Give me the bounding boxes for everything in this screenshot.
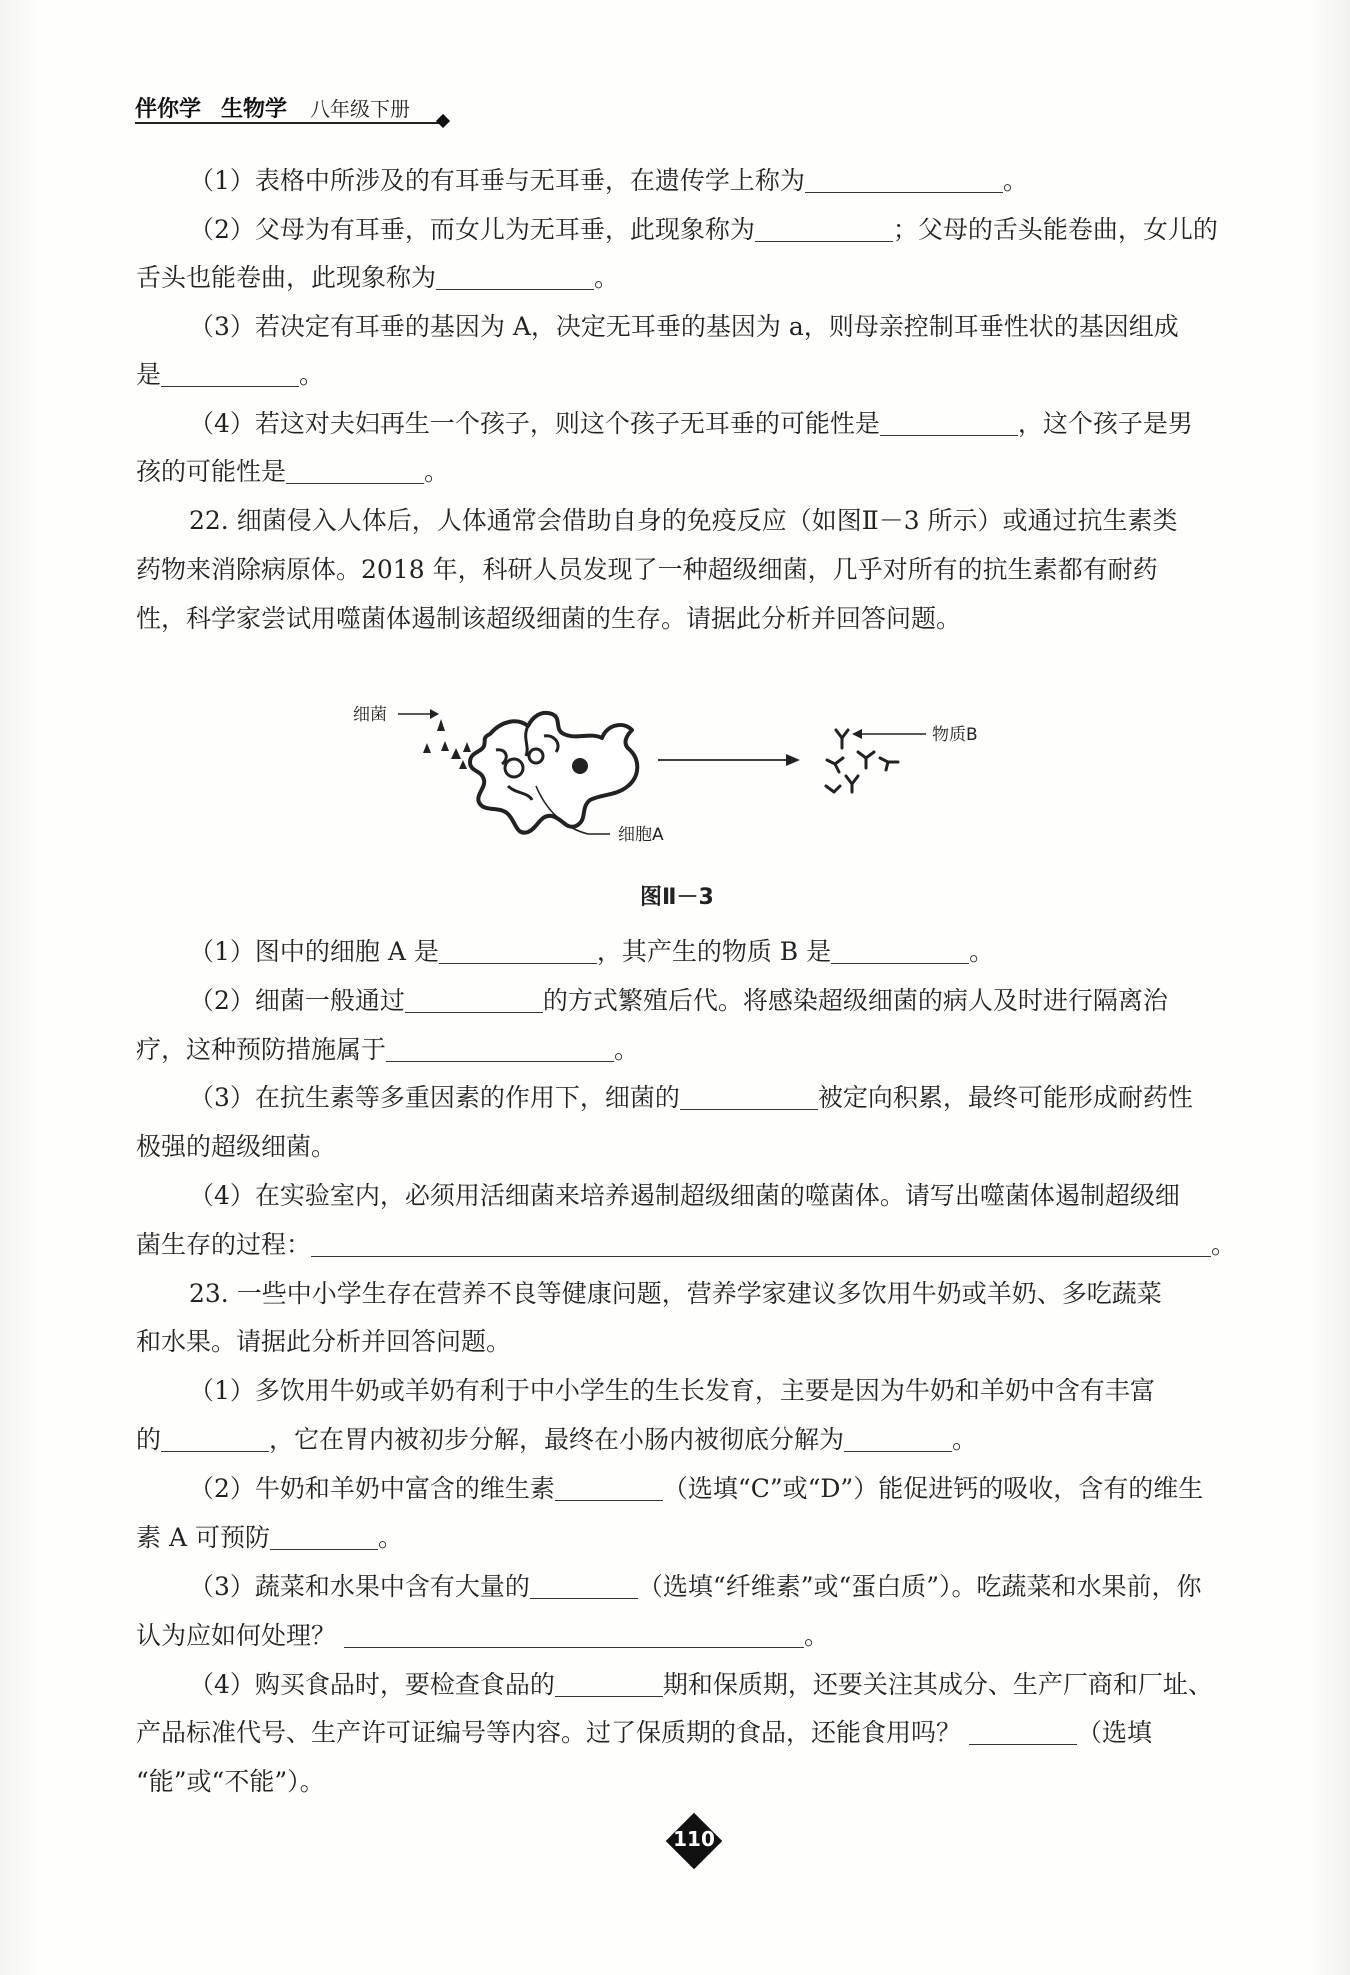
q23-part3-blank-2[interactable] [344, 1621, 804, 1648]
q22-part1 [189, 935, 1313, 969]
q22-part4-text: （4）在实验室内，必须用活细菌来培养遏制超级细菌的噬菌体。请写出噬菌体遏制超级细 [189, 1181, 1180, 1210]
q23-part4-text-2: 期和保质期，还要关注其成分、生产厂商和厂址、 [662, 1670, 1213, 1699]
q23-stem-line2 [136, 1325, 1260, 1359]
figure-label-substance-b: 物质B [932, 725, 978, 745]
q22-stem-1: 22. 细菌侵入人体后，人体通常会借助自身的免疫反应（如图Ⅱ－3 所示）或通过抗生素类 [189, 506, 1178, 535]
bacteria-arrow-icon [430, 709, 439, 719]
q22-part4-blank[interactable] [311, 1230, 1211, 1257]
q23-part3-text-3: 认为应如何处理？ [136, 1621, 337, 1650]
q22-part3-text-2: 被定向积累，最终可能形成耐药性 [817, 1083, 1193, 1112]
q21-part3-end: 。 [299, 360, 325, 389]
q23-part4-cont2 [136, 1765, 1260, 1799]
q23-stem-1: 23. 一些中小学生存在营养不良等健康问题，营养学家建议多饮用牛奶或羊奶、多吃蔬菜 [189, 1279, 1162, 1308]
q22-part1-blank-1[interactable] [439, 937, 597, 964]
q21-part2-end: 。 [594, 263, 620, 292]
q23-part4-blank-2[interactable] [969, 1718, 1077, 1745]
q23-part2-text-2: （选填“C”或“D”）能促进钙的吸收，含有的维生 [662, 1474, 1204, 1503]
q23-part4-blank-1[interactable] [555, 1670, 663, 1697]
q23-part4-text-4: （选填 [1077, 1718, 1153, 1747]
q23-part2-blank-2[interactable] [270, 1523, 378, 1550]
figure-caption: 图Ⅱ－3 [640, 885, 714, 910]
bacteria-cluster-icon [423, 719, 471, 769]
q23-part3-text-2: （选填“纤维素”或“蛋白质”）。吃蔬菜和水果前，你 [637, 1572, 1202, 1601]
q23-part2-cont [136, 1521, 1260, 1555]
q21-part4 [189, 407, 1313, 441]
q23-part1-end: 。 [952, 1425, 978, 1454]
q22-part1-blank-2[interactable] [831, 937, 969, 964]
q23-part4-cont [136, 1716, 1260, 1750]
q22-part4-end: 。 [1211, 1230, 1237, 1259]
q22-part3-text-3: 极强的超级细菌。 [136, 1132, 337, 1161]
q21-part4-blank-1[interactable] [880, 409, 1018, 436]
q22-part4-text-2: 菌生存的过程： [136, 1230, 312, 1259]
q21-part2-blank-2[interactable] [436, 263, 594, 290]
q23-part1-text: （1）多饮用牛奶或羊奶有利于中小学生的生长发育，主要是因为牛奶和羊奶中含有丰富 [189, 1376, 1155, 1405]
q22-stem-line2 [136, 553, 1260, 587]
q21-part3-text: （3）若决定有耳垂的基因为 A，决定无耳垂的基因为 a，则母亲控制耳垂性状的基因组成 [189, 312, 1179, 341]
q23-part1-text-2: 的 [136, 1425, 162, 1454]
q22-part3 [189, 1081, 1313, 1115]
q22-part3-text: （3）在抗生素等多重因素的作用下，细菌的 [189, 1083, 680, 1112]
q21-part3 [189, 310, 1313, 344]
q21-part3-text-2: 是 [136, 360, 162, 389]
q23-part3-cont [136, 1619, 1260, 1653]
q23-stem-line1 [189, 1277, 1313, 1311]
q23-part3-blank-1[interactable] [530, 1572, 638, 1599]
q22-part2 [189, 984, 1313, 1018]
substance-b-arrow-icon [852, 729, 862, 739]
q22-stem-line3 [136, 602, 1260, 636]
antibodies-icon [826, 730, 898, 792]
q22-part2-blank-2[interactable] [386, 1035, 614, 1062]
q22-part2-blank-1[interactable] [405, 986, 543, 1013]
q23-part4-text-3: 产品标准代号、生产许可证编号等内容。过了保质期的食品，还能食用吗？ [136, 1718, 962, 1747]
figure-label-cell-a: 细胞A [618, 825, 664, 845]
q21-part4-blank-2[interactable] [286, 457, 424, 484]
q23-part1-text-3: ，它在胃内被初步分解，最终在小肠内被彻底分解为 [269, 1425, 845, 1454]
q22-stem-3: 性，科学家尝试用噬菌体遏制该超级细菌的生存。请据此分析并回答问题。 [136, 604, 962, 633]
q23-part1 [189, 1374, 1313, 1408]
q22-part2-text-3: 疗，这种预防措施属于 [136, 1035, 387, 1064]
process-arrow-icon [786, 754, 800, 766]
q23-part1-cont [136, 1423, 1260, 1457]
q23-part3-text: （3）蔬菜和水果中含有大量的 [189, 1572, 530, 1601]
header-subject: 生物学 [221, 97, 288, 122]
q22-part1-text: （1）图中的细胞 A 是 [189, 937, 439, 966]
page-number-badge [665, 1812, 723, 1870]
q22-part1-text-2: ，其产生的物质 B 是 [596, 937, 832, 966]
q21-part2-blank-1[interactable] [755, 215, 893, 242]
q21-part3-cont [136, 358, 1260, 392]
q21-part1-end: 。 [1002, 166, 1028, 195]
immune-response-figure [340, 690, 1060, 860]
q22-part4 [189, 1179, 1313, 1213]
q21-part1-blank[interactable] [805, 166, 1003, 193]
q21-part1 [189, 164, 1313, 198]
q23-part2 [189, 1472, 1313, 1506]
q22-part2-end: 。 [614, 1035, 640, 1064]
q23-part4-end: “能”或“不能”）。 [136, 1767, 325, 1796]
q22-part2-text: （2）细菌一般通过 [189, 986, 405, 1015]
q22-part1-end: 。 [969, 937, 995, 966]
q21-part4-end: 。 [424, 457, 450, 486]
q23-part2-blank-1[interactable] [555, 1474, 663, 1501]
header-grade: 八年级下册 [310, 97, 410, 121]
q22-part2-cont [136, 1033, 1260, 1067]
header-rule [135, 122, 440, 124]
q21-part4-text-3: 孩的可能性是 [136, 457, 287, 486]
q23-part1-blank-2[interactable] [844, 1425, 952, 1452]
q22-part4-cont [136, 1228, 1260, 1262]
q21-part2 [189, 213, 1313, 247]
q23-part3-end: 。 [804, 1621, 830, 1650]
q21-part4-text: （4）若这对夫妇再生一个孩子，则这个孩子无耳垂的可能性是 [189, 409, 880, 438]
q22-part3-cont [136, 1130, 1260, 1164]
q23-part1-blank-1[interactable] [161, 1425, 269, 1452]
q22-part3-blank[interactable] [680, 1083, 818, 1110]
q22-part2-text-2: 的方式繁殖后代。将感染超级细菌的病人及时进行隔离治 [542, 986, 1168, 1015]
q23-part3 [189, 1570, 1313, 1604]
page-number: 110 [673, 1827, 715, 1851]
q21-part4-cont [136, 455, 1260, 489]
q21-part2-cont [136, 261, 1260, 295]
q21-part2-text-2: ；父母的舌头能卷曲，女儿的 [892, 215, 1218, 244]
q22-stem-2: 药物来消除病原体。2018 年，科研人员发现了一种超级细菌，几乎对所有的抗生素都有耐药 [136, 555, 1158, 584]
figure-label-bacteria: 细菌 [353, 705, 387, 725]
q23-stem-2: 和水果。请据此分析并回答问题。 [136, 1327, 512, 1356]
header-series: 伴你学 [135, 97, 202, 122]
q21-part3-blank[interactable] [161, 360, 299, 387]
q23-part2-text: （2）牛奶和羊奶中富含的维生素 [189, 1474, 555, 1503]
q23-part4-text: （4）购买食品时，要检查食品的 [189, 1670, 555, 1699]
q23-part2-end: 。 [377, 1523, 403, 1552]
q21-part2-text-3: 舌头也能卷曲，此现象称为 [136, 263, 437, 292]
q21-part1-text: （1）表格中所涉及的有耳垂与无耳垂，在遗传学上称为 [189, 166, 805, 195]
q23-part4 [189, 1668, 1313, 1702]
q21-part2-text: （2）父母为有耳垂，而女儿为无耳垂，此现象称为 [189, 215, 755, 244]
q21-part4-text-2: ，这个孩子是男 [1017, 409, 1193, 438]
q22-stem-line1 [189, 504, 1313, 538]
q23-part2-text-3: 素 A 可预防 [136, 1523, 270, 1552]
